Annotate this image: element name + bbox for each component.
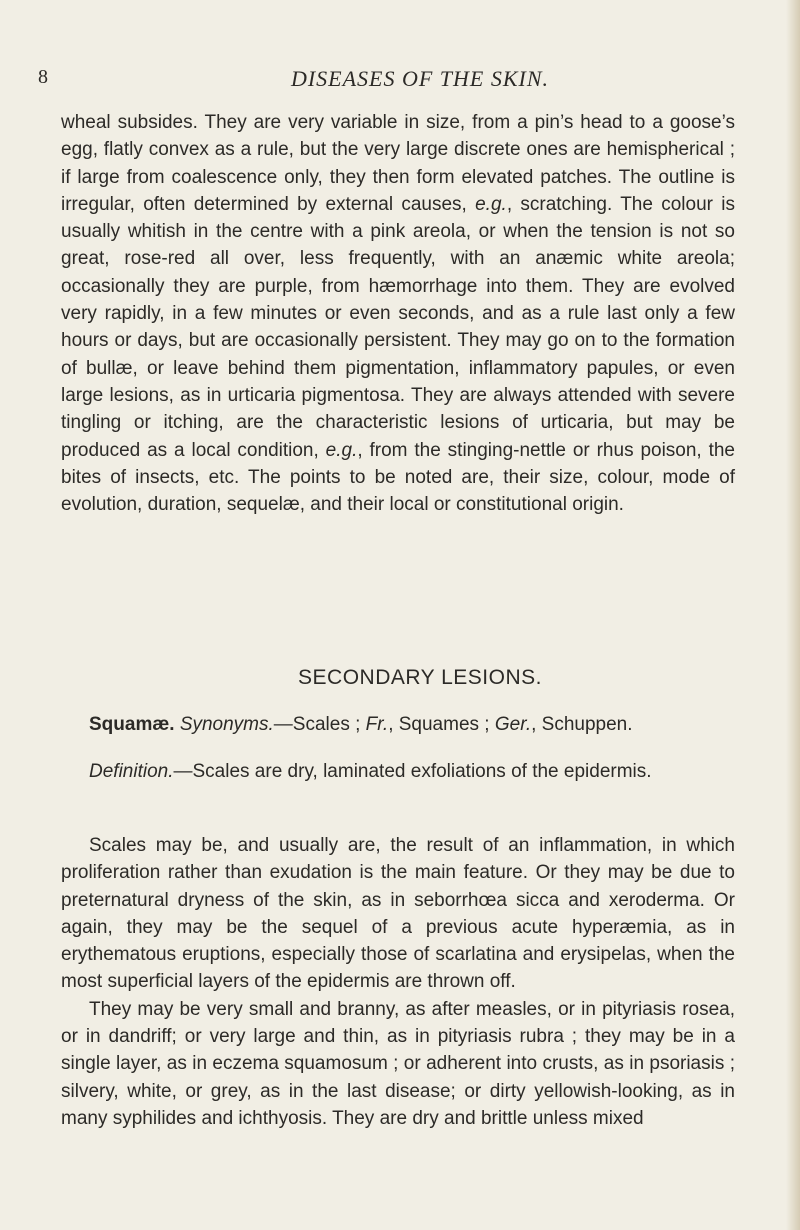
running-head: DISEASES OF THE SKIN. (290, 66, 550, 91)
page-edge-shadow (786, 0, 800, 1230)
squamae-definition (61, 758, 735, 785)
definition-label: Definition. (89, 761, 174, 782)
german-text: , Schuppen. (531, 714, 633, 735)
section-heading: SECONDARY LESIONS. (298, 666, 542, 689)
paragraph-text: , from the stinging-nettle or rhus poison, the bites of insects, etc. The points to be noted are, their size, colour, mode of evolution, duration, sequelæ, and their local or constitutional origin. (61, 439, 735, 516)
paragraph-scales (61, 832, 735, 1132)
synonyms-label: Synonyms. (179, 714, 274, 735)
term-squamae: Squamæ. (89, 714, 175, 735)
german-label: Ger. (494, 714, 532, 735)
squamae-synonyms (61, 711, 735, 738)
synonyms-text: —Scales ; (273, 714, 366, 735)
paragraph-wheal (61, 109, 735, 518)
paragraph-text: , scratching. The colour is usually whitish in the centre with a pink areola, or when the tension is not so great, rose-red all over, less frequently, with an anæmic white areola; occasionally they are purple, from hæmorrhage into them. They are evolved very rapidly, in a few minutes or even seconds, and as a rule last only a few hours or days, but are occasionally persistent. They may go on to the formation of bullæ, or leave behind them pigmentation, inflammatory papules, or even large lesions, as in urticaria pigmentosa. They are always attended with severe tingling or itching, are the characteristic lesions of urticaria, but may be produced as a local condition, (61, 193, 735, 461)
definition-text: —Scales are dry, laminated exfoliations of the epidermis. (173, 761, 652, 782)
paragraph-text: Scales may be, and usually are, the result of an inflammation, in which proliferation rather than exudation is the main feature. Or they may be due to preternatural dryness of the skin, as in seborrhœa sicca and xeroderma. Or again, they may be the sequel of a previous acute hyperæmia, as in erythematous eruptions, especially those of scarlatina and erysipelas, when the most superficial layers of the epidermis are thrown off. (61, 835, 735, 993)
abbreviation-eg: e.g. (325, 439, 358, 461)
paragraph-text: They may be very small and branny, as after measles, or in pityriasis rosea, or in dandriff; or very large and thin, as in pityriasis rubra ; they may be in a single layer, as in eczema squamosum ; or adherent into crusts, as in psoriasis ; silvery, white, or grey, as in the last disease; or dirty yellowish-looking, as in many syphilides and ichthyosis. They are dry and brittle unless mixed (61, 998, 735, 1129)
french-label: Fr. (365, 714, 389, 735)
page-number: 8 (38, 66, 48, 88)
french-text: , Squames ; (388, 714, 495, 735)
abbreviation-eg: e.g. (475, 193, 507, 215)
paragraph-text: wheal subsides. They are very variable in size, from a pin’s head to a goose’s egg, flatly convex as a rule, but the very large discrete ones are hemispherical ; if large from coalescence only, they then form elevated patches. The outline is irregular, often determined by external causes, (61, 112, 735, 215)
